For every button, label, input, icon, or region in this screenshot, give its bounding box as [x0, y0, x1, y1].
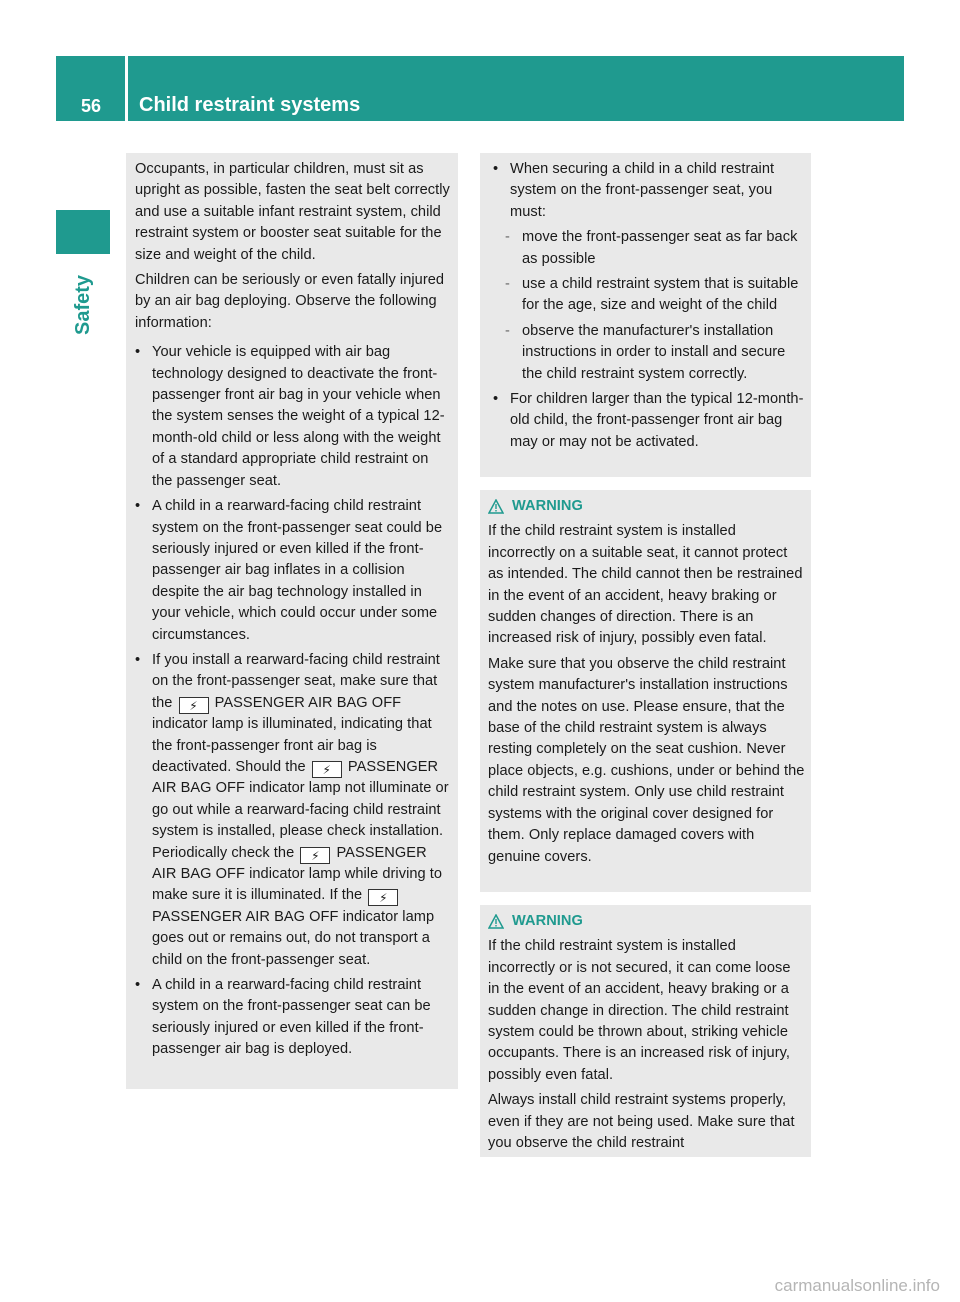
warning-panel	[480, 905, 811, 1157]
warning-text: If the child restraint system is installed incorrectly or is not secured, it can come loose in the event of an accident, heavy braking or a sudden change in direction. The child restraint system could be thrown about, striking vehicle occupants. There is an increased risk of injury, possibly even fatal.	[488, 938, 791, 1083]
warning-heading: WARNING	[488, 496, 805, 517]
list-item: • If you install a rearward-facing child restraint on the front-passenger seat, make sure that the ⚡ PASSENGER AIR BAG OFF indicator lamp is illuminated, indicating that the front-passenger front air bag is deactivated. Should the ⚡ PASSENGER AIR BAG OFF indicator lamp not illuminate or go out while a rearward-facing child restraint system is installed, please check installation. Periodically check the ⚡ PASSENGER AIR BAG OFF indicator lamp while driving to make sure it is illuminated. If the ⚡ PASSENGER AIR BAG OFF indicator lamp goes out or remains out, do not transport a child on the front-passenger seat.	[135, 651, 449, 968]
watermark: carmanualsonline.info	[774, 1276, 940, 1295]
page-title: Child restraint systems	[139, 94, 361, 116]
securing-panel	[480, 153, 811, 477]
warning-heading: WARNING	[488, 911, 805, 932]
warning-text: If the child restraint system is installed incorrectly on a suitable seat, it cannot protect as intended. The child cannot then be restrained in the event of an accident, heavy braking or sudden changes of direction. There is an increased risk of injury, possibly even fatal.	[488, 523, 803, 647]
header-divider	[125, 56, 128, 121]
left-info-panel	[126, 153, 458, 1089]
airbag-off-icon: ⚡	[312, 761, 342, 778]
airbag-off-icon: ⚡	[300, 847, 330, 864]
list-item: - use a child restraint system that is suitable for the age, size and weight of the child	[505, 276, 799, 314]
list-item: • A child in a rearward-facing child restraint system on the front-passenger seat could be seriously injured or even killed if the front-passenger air bag inflates in a collision despite the air bag technology installed in your vehicle, which could occur under some circumstances.	[135, 498, 443, 643]
warning-text: Make sure that you observe the child restraint system manufacturer's installation instructions and the notes on use. Please ensure, that the base of the child restraint system is always resting completely on the seat cushion. Never place objects, e.g. cushions, under or behind the child restraint system. Only use child restraint systems with the original cover designed for them. Only replace damaged covers with genuine covers.	[488, 655, 805, 865]
airbag-off-icon: ⚡	[368, 889, 398, 906]
airbag-off-icon: ⚡	[179, 697, 209, 714]
section-tab-marker	[56, 210, 110, 254]
list-item: • Your vehicle is equipped with air bag technology designed to deactivate the front-passenger front air bag in your vehicle when the system senses the weight of a typical 12-month-old child or less along with the weight of a standard appropriate child restraint on the passenger seat.	[135, 344, 445, 489]
page-number: 56	[80, 96, 102, 116]
list-item: - move the front-passenger seat as far back as possible	[505, 229, 798, 267]
list-item: • A child in a rearward-facing child restraint system on the front-passenger seat can be seriously injured or even killed if the front-passenger air bag is deployed.	[135, 977, 431, 1058]
warning-panel	[480, 490, 811, 892]
list-item: • For children larger than the typical 12-month-old child, the front-passenger front air bag may or may not be activated.	[493, 391, 804, 450]
warning-text: Always install child restraint systems properly, even if they are not being used. Make sure that you observe the child restraint	[488, 1092, 795, 1152]
intro-paragraph: Children can be seriously or even fatally injured by an air bag deploying. Observe the following information:	[135, 272, 445, 331]
section-label: Safety	[72, 274, 94, 335]
warning-triangle-icon	[488, 914, 504, 929]
intro-paragraph: Occupants, in particular children, must sit as upright as possible, fasten the seat belt correctly and use a suitable infant restraint system, child restraint system or booster seat suitable for the size and weight of the child.	[135, 161, 450, 263]
warning-triangle-icon	[488, 499, 504, 514]
list-item: • When securing a child in a child restraint system on the front-passenger seat, you must:	[493, 161, 775, 220]
list-item: - observe the manufacturer's installation instructions in order to install and secure the child restraint system correctly.	[505, 322, 786, 382]
